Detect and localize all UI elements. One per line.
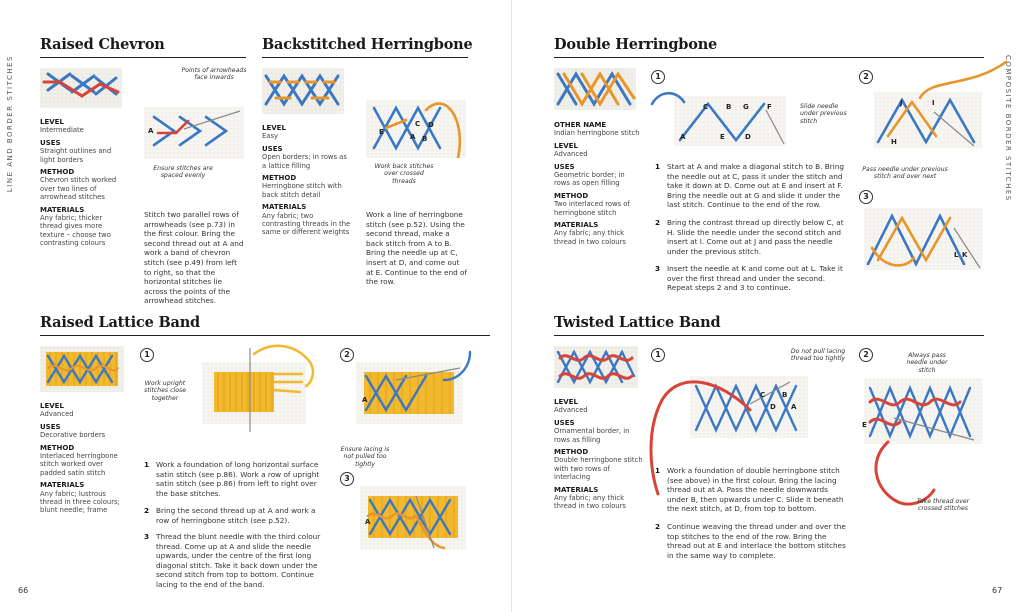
- sample-swatch-double-herringbone: [554, 68, 636, 110]
- page-number-left: 66: [18, 586, 29, 595]
- step-number: 3: [655, 264, 661, 273]
- materials-label: MATERIALS: [554, 485, 599, 494]
- annotation-pass-needle: Pass needle under previous stitch and over next: [862, 166, 948, 181]
- point-j-label: J: [900, 99, 903, 107]
- raised-lattice-step-1: [144, 460, 330, 498]
- meta-twisted-lattice: [554, 398, 644, 511]
- step-number: 2: [144, 506, 150, 515]
- uses-value: Ornamental border, in rows as filling: [554, 427, 630, 444]
- point-b-label: B: [782, 391, 788, 399]
- body-raised-chevron: Stitch two parallel rows of arrowheads (see p.73) in the first colour. Bring the second thread out at A and work a band of chevron stitch (see p.49) from left to right, so that the horizontal stitches lie across the points of the arrowhead stitches.: [144, 210, 244, 306]
- meta-backstitched-herringbone: [262, 124, 352, 237]
- step-text: Work a foundation of long horizontal surface satin stitch (see p.86). Work a row of upright satin stitch (see p.86) from left to right over the base stitches.: [156, 460, 320, 498]
- section-title-twisted-lattice: Twisted Lattice Band: [554, 314, 721, 331]
- step-text: Continue weaving the thread under and over the top stitches to the end of the row. Bring the thread out at E and interlace the bottom stitches in the same way to complete.: [667, 522, 846, 560]
- method-value: Herringbone stitch with back stitch detail: [262, 182, 342, 199]
- twisted-lattice-step-2: [655, 522, 851, 560]
- side-label-right: COMPOSITE BORDER STITCHES: [1004, 55, 1012, 202]
- level-label: LEVEL: [40, 118, 64, 126]
- level-value: Advanced: [40, 410, 74, 419]
- uses-value: Straight outlines and light borders: [40, 147, 112, 164]
- step-number: 2: [655, 218, 661, 227]
- annotation-slide-needle: Slide needle under previous stitch: [800, 103, 847, 125]
- thread-tail-orange: [880, 58, 1010, 102]
- point-f-label: F: [767, 103, 772, 111]
- section-title-raised-chevron: Raised Chevron: [40, 36, 165, 53]
- step-marker-2: 2: [859, 70, 873, 84]
- point-d-label: D: [770, 403, 776, 411]
- annotation-do-not-pull: Do not pull lacing thread too tightly: [790, 348, 846, 363]
- side-label-left: LINE AND BORDER STITCHES: [6, 55, 14, 193]
- method-value: Two interlaced rows of herringbone stitch: [554, 200, 630, 217]
- double-herringbone-step-3: [655, 264, 847, 293]
- section-rule: [40, 57, 246, 58]
- materials-value: Any fabric; any thick thread in two colours: [554, 494, 626, 511]
- step-marker-3: 3: [859, 190, 873, 204]
- meta-raised-chevron: [40, 118, 122, 248]
- raised-lattice-step-2: [144, 506, 330, 525]
- double-herringbone-step-1: [655, 162, 847, 210]
- method-label: METHOD: [554, 448, 589, 457]
- section-rule: [262, 57, 468, 58]
- point-a-label: A: [365, 518, 371, 526]
- section-title-backstitched-herringbone: Backstitched Herringbone: [262, 36, 473, 53]
- level-value: Advanced: [554, 150, 588, 159]
- uses-value: Decorative borders: [40, 431, 106, 440]
- step-number: 2: [655, 522, 661, 531]
- needle-thread-yellow: [230, 342, 320, 436]
- materials-value: Any fabric; lustrous thread in three colours; blunt needle; frame: [40, 489, 120, 515]
- point-a-label: A: [410, 133, 416, 141]
- annotation-points-arrowheads: Points of arrowheads face inwards: [181, 67, 247, 82]
- uses-label: USES: [40, 138, 61, 147]
- method-label: METHOD: [40, 168, 75, 177]
- point-e-label: E: [720, 133, 725, 141]
- method-label: METHOD: [262, 174, 297, 183]
- uses-label: USES: [262, 144, 283, 153]
- point-i-label: I: [932, 99, 935, 107]
- point-e-label: E: [862, 421, 867, 429]
- materials-value: Any fabric; any thick thread in two colours: [554, 229, 626, 246]
- method-value: Double herringbone stitch with two rows of interlacing: [554, 456, 643, 482]
- step-text: Work a foundation of double herringbone stitch (see above) in the first colour. Bring the lacing thread out at A. Pass the needle downwards under B, then upwards under C. Slide it beneath the next stitch, at D, from top to bottom.: [667, 466, 844, 514]
- point-l-label: L: [954, 251, 959, 259]
- point-h-label: H: [891, 138, 897, 146]
- materials-label: MATERIALS: [40, 481, 85, 490]
- step-text: Bring the second thread up at A and work a row of herringbone stitch (see p.52).: [156, 506, 316, 525]
- uses-label: USES: [554, 418, 575, 427]
- point-d-label: D: [428, 121, 434, 129]
- method-label: METHOD: [40, 443, 75, 452]
- annotation-spaced-evenly: Ensure stitches are spaced evenly: [153, 165, 213, 180]
- step-number: 1: [655, 162, 661, 171]
- page-number-right: 67: [992, 586, 1003, 595]
- level-value: Easy: [262, 132, 279, 141]
- materials-label: MATERIALS: [262, 203, 307, 212]
- uses-label: USES: [40, 422, 61, 431]
- level-label: LEVEL: [554, 141, 578, 150]
- annotation-back-stitches: Work back stitches over crossed threads: [374, 163, 434, 185]
- annotation-upright-stitches: Work upright stitches close together: [143, 380, 187, 402]
- materials-label: MATERIALS: [40, 205, 85, 214]
- diagram-double-herringbone-step3: [864, 208, 982, 270]
- method-value: Chevron stitch worked over two lines of arrowhead stitches: [40, 176, 117, 202]
- sample-swatch-raised-chevron: [40, 68, 122, 108]
- section-rule: [40, 335, 490, 336]
- uses-label: USES: [554, 162, 575, 171]
- method-label: METHOD: [554, 191, 589, 200]
- body-backstitched-herringbone: Work a line of herringbone stitch (see p.52). Using the second thread, make a back stitch from A to B. Bring the needle up at C, insert at D, and come out at E. Continue to the end of the row.: [366, 210, 468, 287]
- level-value: Advanced: [554, 406, 588, 415]
- thread-tail-blue: [440, 350, 480, 390]
- level-label: LEVEL: [554, 398, 578, 406]
- other-name-label: OTHER NAME: [554, 121, 607, 129]
- point-k-label: K: [962, 251, 968, 259]
- diagram-raised-chevron: [144, 107, 244, 159]
- level-label: LEVEL: [40, 402, 64, 410]
- point-c-label: C: [415, 120, 421, 128]
- point-g-label: G: [743, 103, 749, 111]
- step-text: Bring the contrast thread up directly below C, at H. Slide the needle under the second stitch and insert at I. Come out at J and pass the needle under the previous stitch.: [667, 218, 844, 256]
- step-marker-2: 2: [340, 348, 354, 362]
- annotation-lacing: Ensure lacing is not pulled too tightly: [340, 446, 390, 468]
- point-a-label: A: [680, 133, 686, 141]
- step-marker-1: 1: [651, 70, 665, 84]
- meta-double-herringbone: [554, 121, 640, 246]
- sample-swatch-twisted-lattice: [554, 346, 638, 388]
- diagram-raised-lattice-step3: [360, 486, 466, 550]
- page-divider: [511, 0, 512, 612]
- step-number: 3: [144, 532, 150, 541]
- annotation-always-pass: Always pass needle under stitch: [906, 352, 948, 374]
- method-value: Interlaced herringbone stitch worked over padded satin stitch: [40, 452, 118, 477]
- point-a-label: A: [362, 396, 368, 404]
- materials-value: Any fabric; thicker thread gives more texture – choose two contrasting colours: [40, 214, 111, 248]
- step-number: 1: [144, 460, 150, 469]
- twisted-lattice-step-1: [655, 466, 851, 514]
- section-title-double-herringbone: Double Herringbone: [554, 36, 718, 53]
- uses-value: Geometric border; in rows as open filling: [554, 171, 625, 188]
- sample-swatch-backstitched-herringbone: [262, 68, 344, 114]
- point-c-label: C: [760, 391, 766, 399]
- point-a-label: A: [791, 403, 797, 411]
- sample-swatch-raised-lattice: [40, 346, 124, 392]
- point-c-label: C: [703, 103, 709, 111]
- point-b-label: B: [422, 135, 428, 143]
- step-marker-3: 3: [340, 472, 354, 486]
- diagram-twisted-lattice-step2: [864, 378, 982, 444]
- point-b-label: B: [726, 103, 732, 111]
- step-marker-2: 2: [859, 348, 873, 362]
- raised-lattice-step-3: [144, 532, 330, 590]
- section-rule: [554, 335, 984, 336]
- other-name-value: Indian herringbone stitch: [554, 129, 640, 138]
- level-value: Intermediate: [40, 126, 84, 135]
- thread-tail-blue: [650, 88, 686, 108]
- step-marker-1: 1: [651, 348, 665, 362]
- annotation-over-crossed: Take thread over crossed stitches: [916, 498, 970, 513]
- materials-value: Any fabric; two contrasting threads in the same or different weights: [262, 211, 351, 237]
- point-a-label: A: [148, 127, 154, 135]
- uses-value: Open borders; in rows as a lattice filling: [262, 153, 347, 170]
- step-number: 1: [655, 466, 661, 475]
- level-label: LEVEL: [262, 124, 286, 132]
- point-e-label: E: [379, 128, 384, 136]
- step-text: Insert the needle at K and come out at L. Take it over the first thread and under the second. Repeat steps 2 and 3 to continue.: [667, 264, 843, 293]
- point-d-label: D: [745, 133, 751, 141]
- meta-raised-lattice: [40, 402, 130, 515]
- section-title-raised-lattice: Raised Lattice Band: [40, 314, 200, 331]
- step-text: Start at A and make a diagonal stitch to B. Bring the needle out at C, pass it under the stitch and take it down at D. Come out at E and insert at F. Bring the needle out at G and slide it under the last stitch. Continue to the end of the row.: [667, 162, 845, 210]
- double-herringbone-step-2: [655, 218, 847, 256]
- materials-label: MATERIALS: [554, 221, 599, 230]
- step-text: Thread the blunt needle with the third colour thread. Come up at A and slide the needle upwards, under the centre of the first long diagonal stitch. Take it back down under the second stitch from top to bottom. Continue lacing to the end of the band.: [156, 532, 321, 589]
- step-marker-1: 1: [140, 348, 154, 362]
